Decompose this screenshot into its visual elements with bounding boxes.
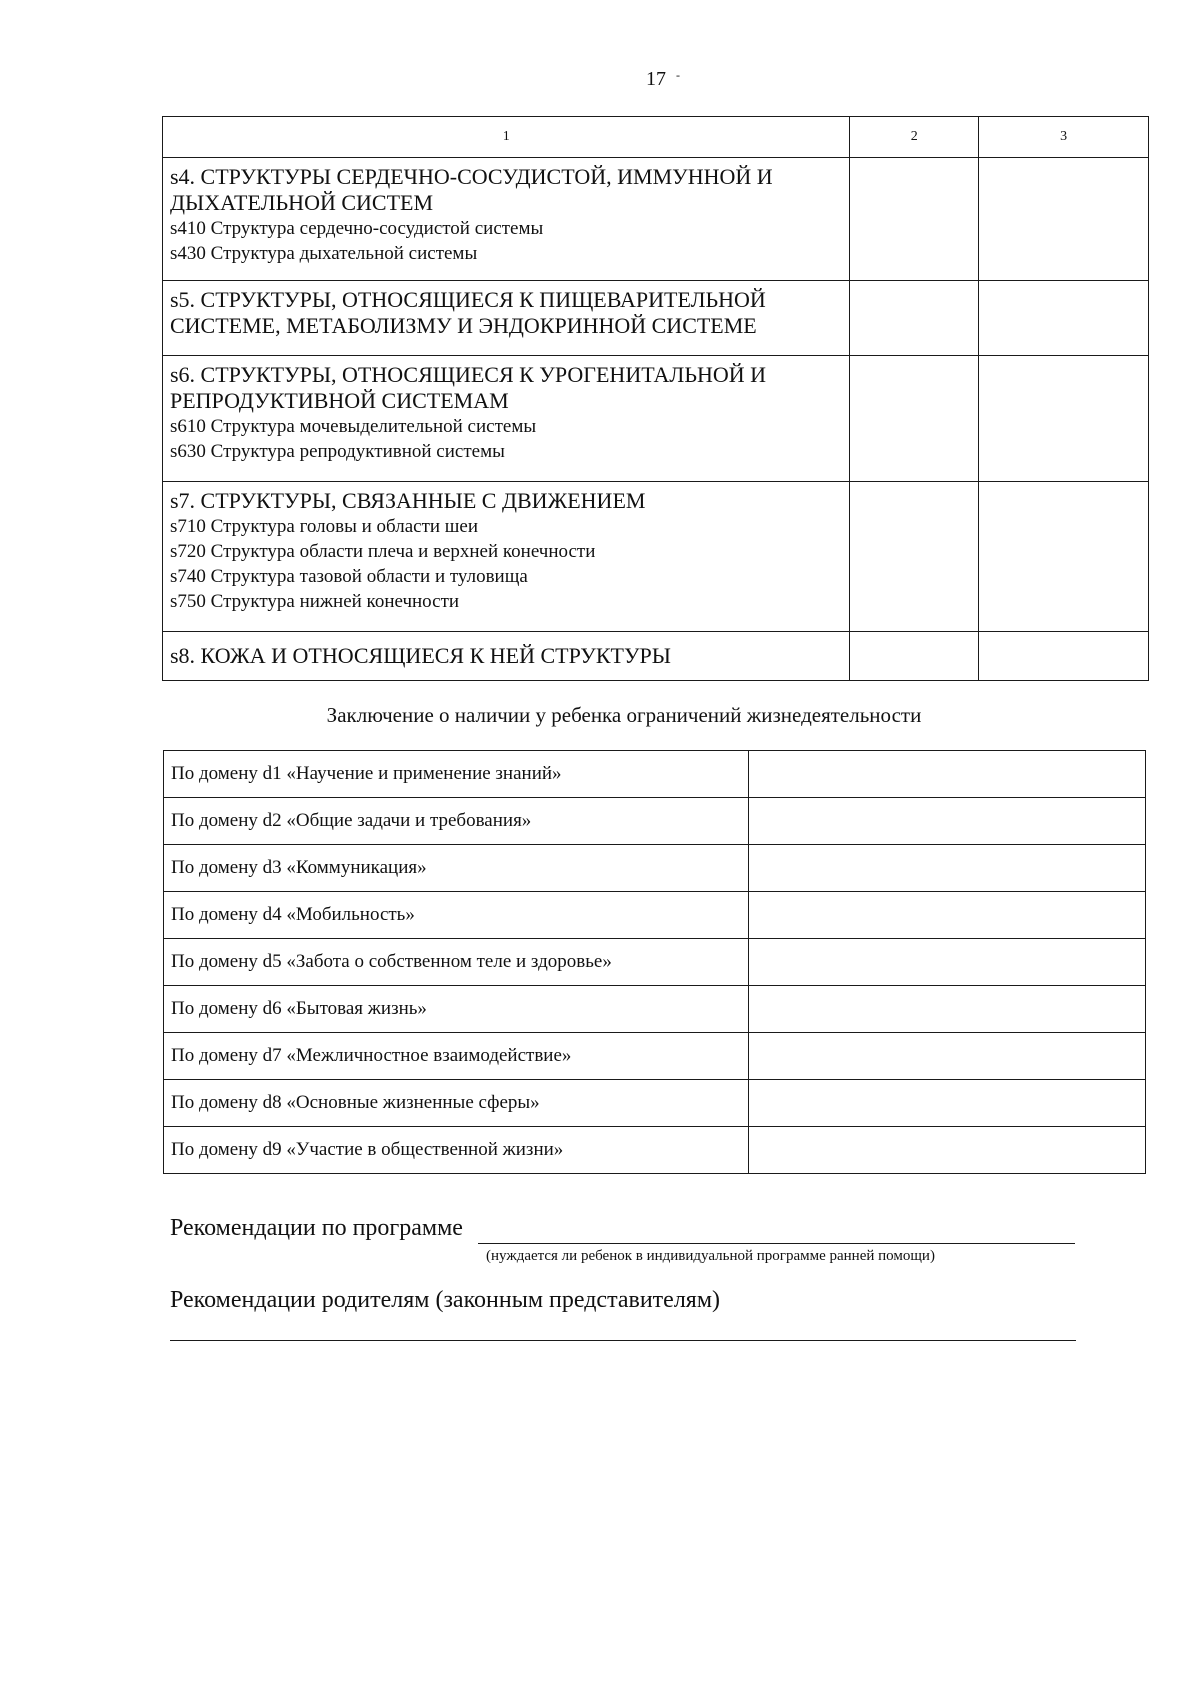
domain-value-cell[interactable] bbox=[749, 1080, 1146, 1127]
structure-description-cell bbox=[163, 356, 850, 482]
domain-value-cell[interactable] bbox=[749, 1033, 1146, 1080]
structure-col-3-cell[interactable] bbox=[979, 482, 1149, 632]
structures-header-row bbox=[163, 117, 1149, 158]
section-title-line: СИСТЕМЕ, МЕТАБОЛИЗМУ И ЭНДОКРИННОЙ СИСТЕМЕ bbox=[170, 313, 757, 338]
structure-item: s720 Структура области плеча и верхней конечности bbox=[170, 541, 596, 562]
structure-col-2-cell[interactable] bbox=[850, 482, 979, 632]
domain-label: По домену d9 «Участие в общественной жизни» bbox=[164, 1127, 749, 1174]
domain-label: По домену d5 «Забота о собственном теле и здоровье» bbox=[164, 939, 749, 986]
domain-row bbox=[164, 845, 1146, 892]
structure-item: s750 Структура нижней конечности bbox=[170, 591, 460, 612]
structure-description-cell bbox=[163, 281, 850, 356]
structures-header-col-1: 1 bbox=[163, 117, 850, 158]
structure-col-3-cell[interactable] bbox=[979, 632, 1149, 681]
structures-row-s6 bbox=[163, 356, 1149, 482]
structure-col-3-cell[interactable] bbox=[979, 158, 1149, 281]
structures-row-s5 bbox=[163, 281, 1149, 356]
section-title-line: s8. КОЖА И ОТНОСЯЩИЕСЯ К НЕЙ СТРУКТУРЫ bbox=[170, 643, 671, 668]
domain-row bbox=[164, 1033, 1146, 1080]
section-title-line: ДЫХАТЕЛЬНОЙ СИСТЕМ bbox=[170, 190, 434, 215]
section-title-line: РЕПРОДУКТИВНОЙ СИСТЕМАМ bbox=[170, 388, 509, 413]
section-title-line: s6. СТРУКТУРЫ, ОТНОСЯЩИЕСЯ К УРОГЕНИТАЛЬНОЙ И bbox=[170, 362, 767, 387]
domain-label: По домену d2 «Общие задачи и требования» bbox=[164, 798, 749, 845]
domain-row bbox=[164, 986, 1146, 1033]
parents-recommendation-field[interactable] bbox=[170, 1340, 1076, 1341]
structure-col-2-cell[interactable] bbox=[850, 356, 979, 482]
domain-label: По домену d8 «Основные жизненные сферы» bbox=[164, 1080, 749, 1127]
structures-table bbox=[162, 116, 1149, 681]
domain-row bbox=[164, 1080, 1146, 1127]
page-number-mark: - bbox=[676, 68, 680, 82]
program-recommendation-hint: (нуждается ли ребенок в индивидуальной программе ранней помощи) bbox=[486, 1248, 935, 1264]
structure-item: s740 Структура тазовой области и туловища bbox=[170, 566, 528, 587]
structures-row-s8 bbox=[163, 632, 1149, 681]
structure-col-2-cell[interactable] bbox=[850, 632, 979, 681]
structure-description-cell bbox=[163, 482, 850, 632]
program-recommendation-field[interactable] bbox=[478, 1243, 1075, 1244]
domain-row bbox=[164, 798, 1146, 845]
domain-label: По домену d1 «Научение и применение знаний» bbox=[164, 751, 749, 798]
page-number-text: 17 bbox=[646, 68, 666, 90]
section-title-line: s4. СТРУКТУРЫ СЕРДЕЧНО-СОСУДИСТОЙ, ИММУННОЙ И bbox=[170, 164, 773, 189]
structure-col-2-cell[interactable] bbox=[850, 158, 979, 281]
program-recommendation-label: Рекомендации по программе bbox=[170, 1215, 463, 1241]
domain-value-cell[interactable] bbox=[749, 892, 1146, 939]
structure-col-3-cell[interactable] bbox=[979, 281, 1149, 356]
section-title-line: s5. СТРУКТУРЫ, ОТНОСЯЩИЕСЯ К ПИЩЕВАРИТЕЛЬНОЙ bbox=[170, 287, 766, 312]
structures-row-s4 bbox=[163, 158, 1149, 281]
conclusion-title: Заключение о наличии у ребенка ограничений жизнедеятельности bbox=[326, 703, 922, 727]
section-title-line: s7. СТРУКТУРЫ, СВЯЗАННЫЕ С ДВИЖЕНИЕМ bbox=[170, 488, 646, 513]
structures-header-col-2: 2 bbox=[850, 117, 979, 158]
domain-value-cell[interactable] bbox=[749, 1127, 1146, 1174]
domain-value-cell[interactable] bbox=[749, 845, 1146, 892]
domain-value-cell[interactable] bbox=[749, 751, 1146, 798]
structure-col-3-cell[interactable] bbox=[979, 356, 1149, 482]
structure-col-2-cell[interactable] bbox=[850, 281, 979, 356]
domain-row bbox=[164, 892, 1146, 939]
structure-item: s410 Структура сердечно-сосудистой системы bbox=[170, 218, 544, 239]
domain-label: По домену d4 «Мобильность» bbox=[164, 892, 749, 939]
domain-row bbox=[164, 1127, 1146, 1174]
structure-item: s610 Структура мочевыделительной системы bbox=[170, 416, 537, 437]
structure-description-cell bbox=[163, 632, 850, 681]
parents-recommendation-label: Рекомендации родителям (законным представителям) bbox=[170, 1287, 721, 1313]
domain-value-cell[interactable] bbox=[749, 798, 1146, 845]
structures-header-col-3: 3 bbox=[979, 117, 1149, 158]
domain-label: По домену d3 «Коммуникация» bbox=[164, 845, 749, 892]
domains-table bbox=[163, 750, 1146, 1174]
structures-row-s7 bbox=[163, 482, 1149, 632]
structure-description-cell bbox=[163, 158, 850, 281]
structure-item: s430 Структура дыхательной системы bbox=[170, 243, 478, 264]
domain-label: По домену d6 «Бытовая жизнь» bbox=[164, 986, 749, 1033]
domain-row bbox=[164, 751, 1146, 798]
domain-value-cell[interactable] bbox=[749, 986, 1146, 1033]
structure-item: s710 Структура головы и области шеи bbox=[170, 516, 479, 537]
page-number bbox=[646, 68, 680, 91]
domain-value-cell[interactable] bbox=[749, 939, 1146, 986]
domain-label: По домену d7 «Межличностное взаимодействие» bbox=[164, 1033, 749, 1080]
domain-row bbox=[164, 939, 1146, 986]
structure-item: s630 Структура репродуктивной системы bbox=[170, 441, 505, 462]
